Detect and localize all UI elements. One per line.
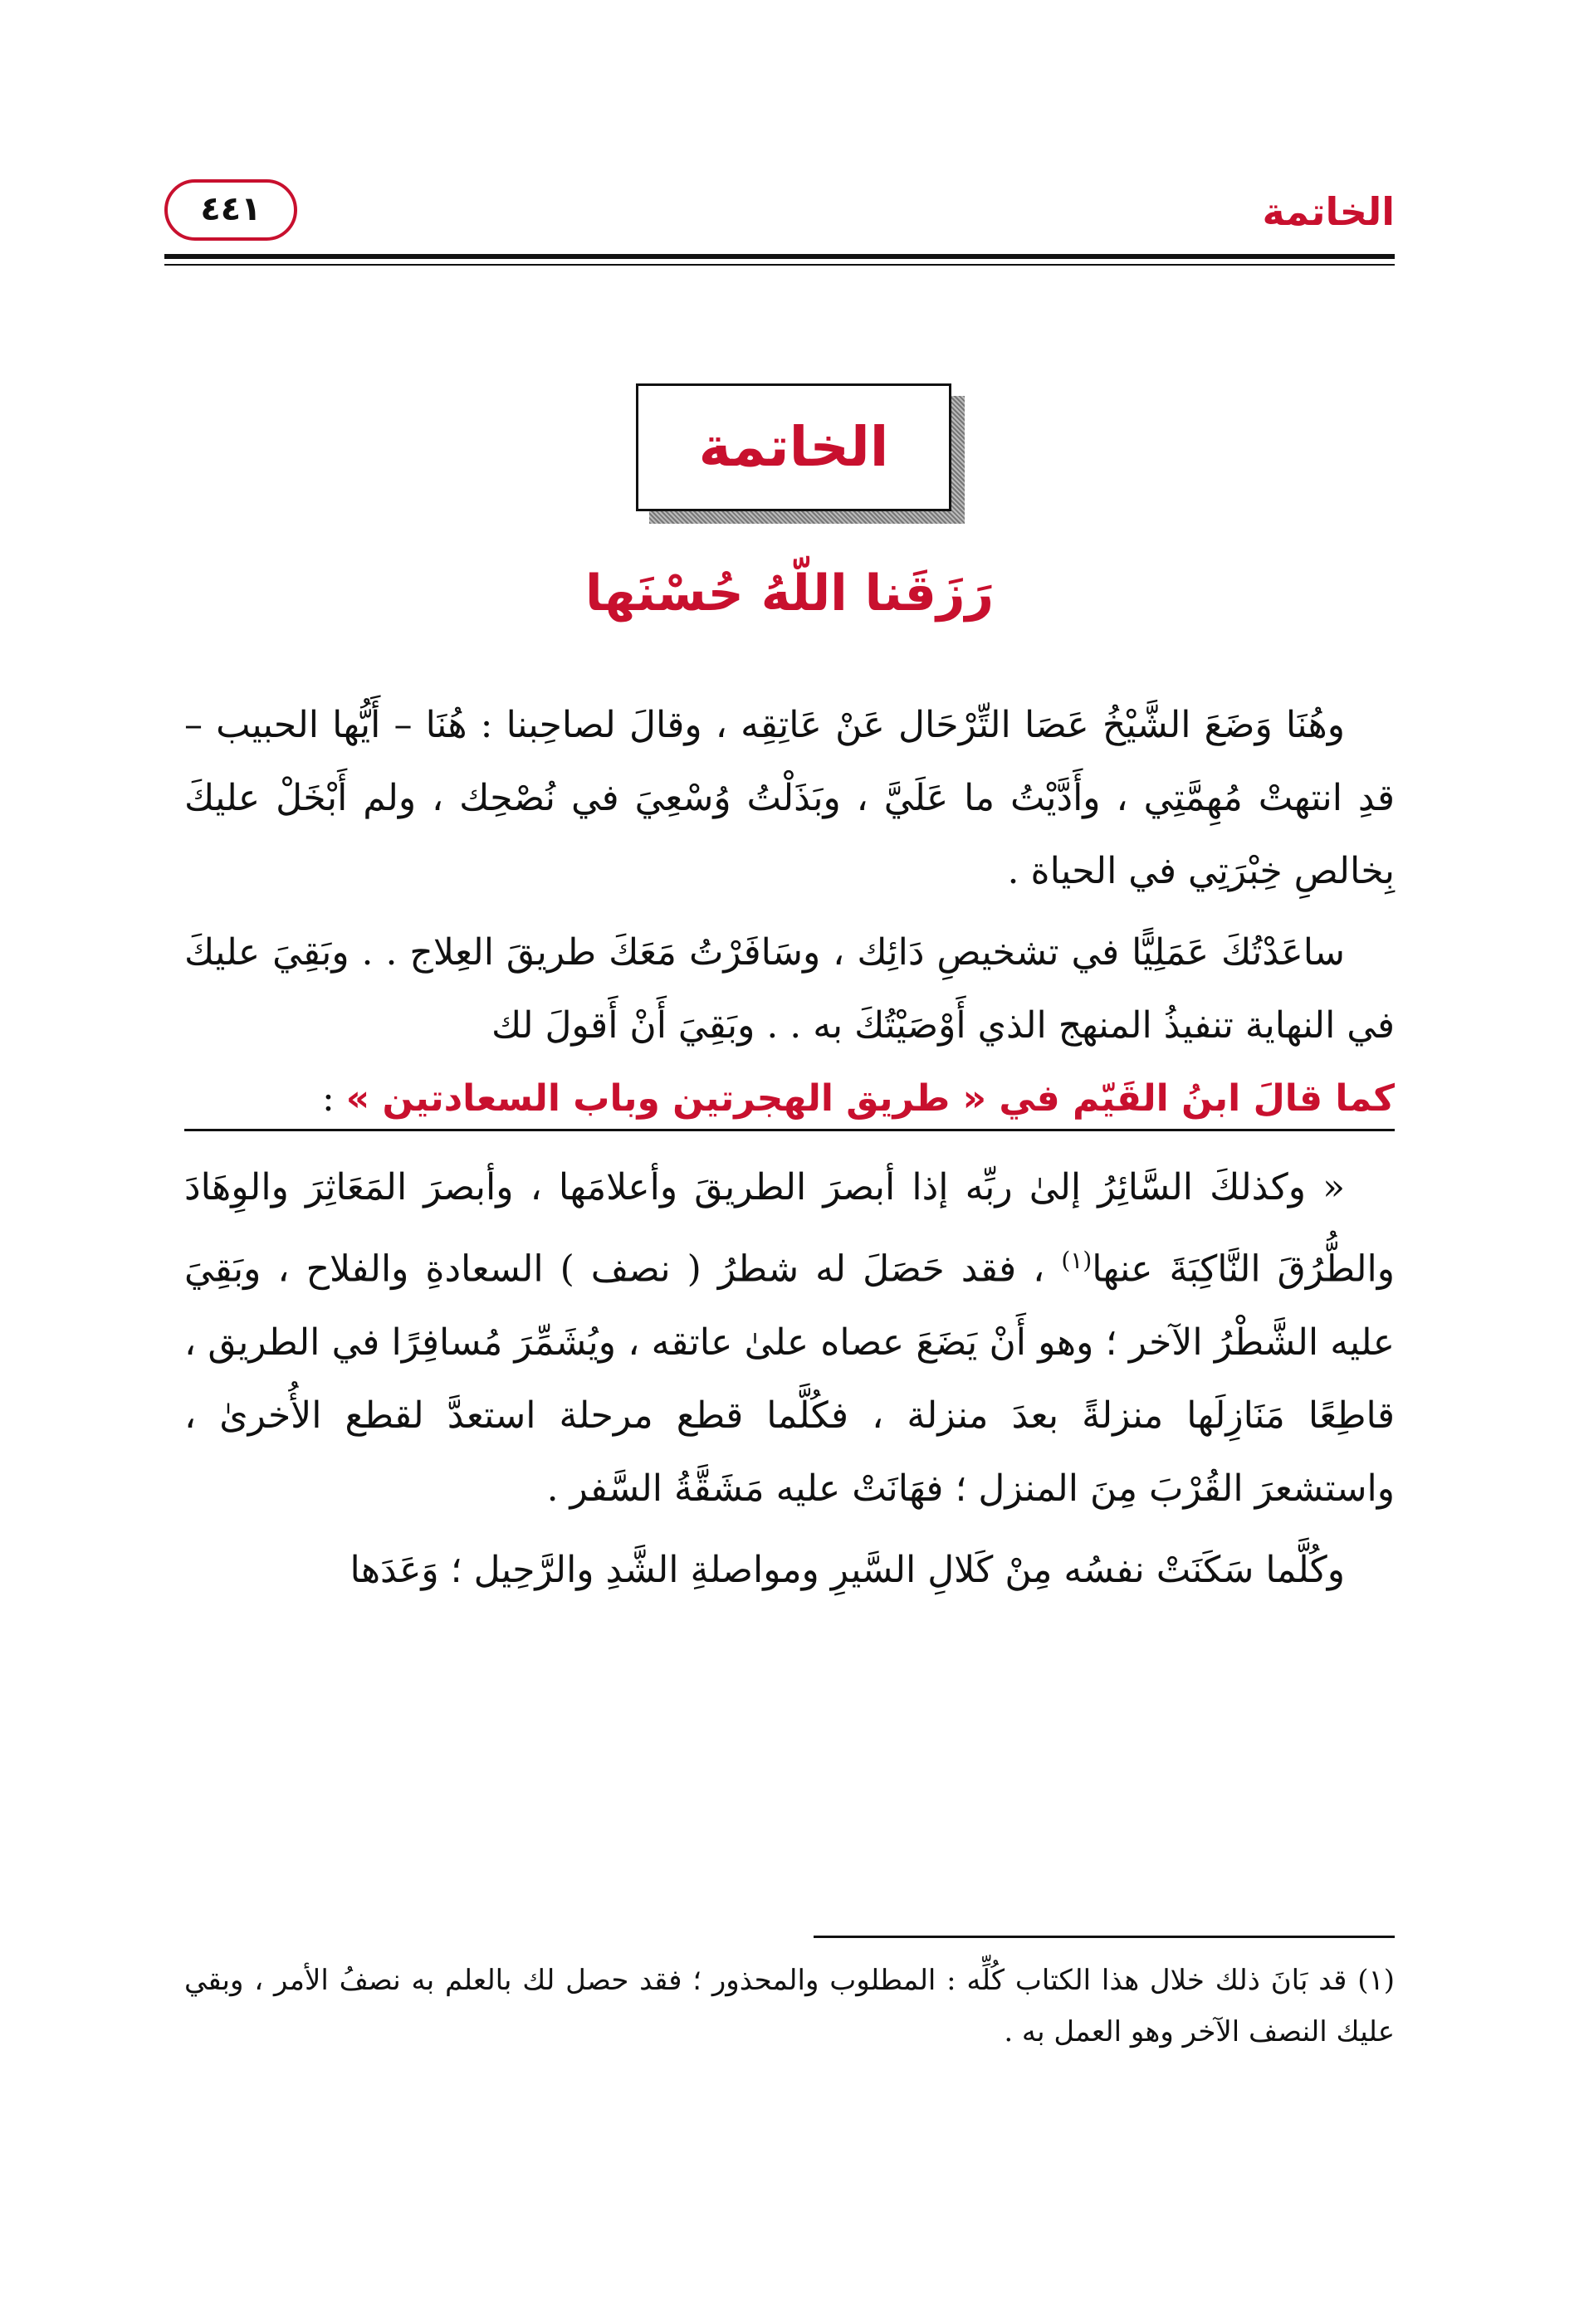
footnote-separator: [814, 1936, 1395, 1938]
footnote: (١) قد بَانَ ذلك خلال هذا الكتاب كُلِّه : المطلوب والمحذور ؛ فقد حصل لك بالعلم به نصفُ الأمر ، وبقي عليك النصف الآخر وهو العمل به .: [184, 1964, 1395, 2048]
running-title: الخاتمة: [1262, 189, 1395, 234]
paragraph-2: ساعَدْتُكَ عَمَلِيًّا في تشخيصِ دَائِك ، وسَافَرْتُ مَعَكَ طريقَ العِلاج . . وبَقِيَ عليكَ في النهاية تنفيذُ المنهج الذي أَوْصَيْتُكَ به . . وبَقِيَ أَنْ أَقولَ لك: [184, 931, 1395, 1047]
header-rule-thick: [164, 254, 1395, 259]
paragraph-3-part-1: « وكذلكَ السَّائِرُ إلىٰ ربِّه إذا أبصرَ الطريقَ وأعلامَها ، وأبصرَ المَعَاثِرَ والوِهَادَ والطُّرُقَ النَّاكِبَةَ عنها: [184, 1166, 1395, 1291]
body-text: [184, 689, 1395, 1607]
paragraph-3-part-2: ، فقد حَصَلَ له شطرُ ( نصف ) السعادةِ والفلاح ، وبَقِيَ عليه الشَّطْرُ الآخر ؛ وهو أَنْ يَضَعَ عصاه علىٰ عاتقه ، ويُشَمِّرَ مُسافِرًا في الطريق ، قاطِعًا مَنَازِلَها منزلةً بعدَ منزلة ، فكُلَّما قطع مرحلة استعدَّ لقطع الأُخرىٰ ، واستشعرَ القُرْبَ مِنَ المنزل ؛ فهَانَتْ عليه مَشَقَّةُ السَّفر .: [184, 1247, 1395, 1510]
chapter-title-box: [636, 383, 951, 511]
page-number-badge: ٤٤١: [164, 179, 297, 241]
paragraph-4: وكُلَّما سَكَنَتْ نفسُه مِنْ كَلالِ السَّيرِ ومواصلةِ الشَّدِ والرَّحِيل ؛ وَعَدَها: [350, 1548, 1345, 1591]
chapter-subtitle: رَزَقَنا اللّهُ حُسْنَها: [584, 564, 995, 622]
quote-heading-colon: :: [321, 1077, 346, 1120]
paragraph-1: وهُنَا وَضَعَ الشَّيْخُ عَصَا التِّرْحَال عَنْ عَاتِقِه ، وقالَ لصاحِبنا : هُنَا – أَيُّها الحبيب – قدِ انتهتْ مُهِمَّتِي ، وأَدَّيْتُ ما عَلَيَّ ، وبَذَلْتُ وُسْعِيَ في نُصْحِك ، ولم أَبْخَلْ عليكَ بِخالصِ خِبْرَتِي في الحياة .: [184, 704, 1395, 892]
paragraph-3: [184, 1151, 1395, 1526]
quote-heading: كما قالَ ابنُ القَيّم في « طريق الهجرتين وباب السعادتين »: [345, 1077, 1395, 1120]
quote-heading-line: [184, 1062, 1395, 1135]
chapter-title: الخاتمة: [698, 415, 889, 479]
footnote-marker[interactable]: (١): [1061, 1247, 1093, 1274]
header-rule-thin: [164, 264, 1395, 266]
